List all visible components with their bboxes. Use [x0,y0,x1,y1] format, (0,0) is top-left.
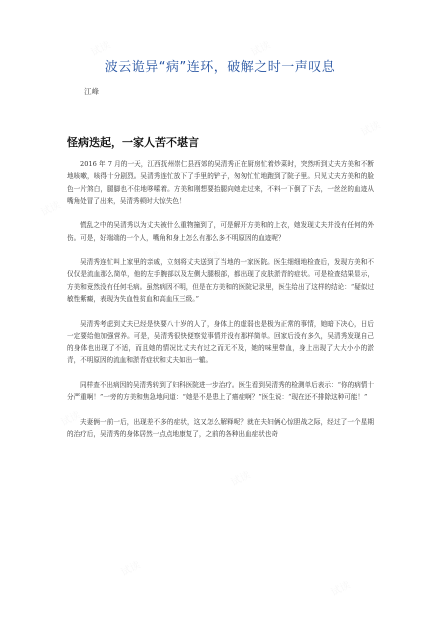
section-heading: 怪病迭起，一家人苦不堪言 [67,136,199,149]
watermark-text [358,116,383,139]
body-paragraph: 2016 年 7 月的一天，江西抚州崇仁县西郊的吴清秀正在厨房忙着炒菜时，突然听到丈夫方美和不断地咳嗽，咳得十分剧烈。吴清秀连忙放下了手里的铲子，匆匆忙忙地跑到了院子里。只见丈夫方美和的脸色一片煞白，腿脚也不住地哆嗦着。方美和刚想要抬腿向她走过来，不料一下倒了下去，一丝丝的血迹从嘴角处冒了出来，吴清秀顿时大惊失色！ [67,160,374,205]
watermark-text [228,466,253,489]
article-author: 江峰 [84,87,99,96]
body-paragraph: 吴清秀连忙叫上家里的亲戚，立刻将丈夫送到了当地的一家医院。医生细细地检查后，发现方美和不仅仅是流血那么简单，他的左手腕部以及左侧大腿根部，都出现了皮肤淤青的症状。可是检查结果显示，方美和竟然没有任何毛病。虽然病因不明，但是在方美和的医院记录里，医生给出了这样的结论：“疑似过敏性紫癜，表现为失血性贫血和高血压三级。” [67,258,374,304]
body-paragraph: 同样查不出病因的吴清秀转到了妇科医院进一步治疗。医生看到吴清秀的检测单后表示：“你的病情十分严重啊！”一旁的方美和焦急地问道：“她是不是患上了癌症啊？”医生说：“现在还不排除这种可能！” [67,380,374,402]
body-paragraph: 慌乱之中的吴清秀以为丈夫被什么重物撞到了，可是解开方美和的上衣，她发现丈夫并没有任何的外伤。可是，好端端的一个人，嘴角和身上怎么有那么多不明原因的血迹呢？ [67,221,374,242]
article-title: 波云诡异“病”连环，破解之时一声叹息 [104,60,336,75]
watermark-text [118,556,143,579]
body-paragraph: 吴清秀考虑到丈夫已经是快要八十岁的人了，身体上的虚弱也是极为正常的事情，她暗下决心，日后一定要给他加强营养。可是，吴清秀很快便察觉事情并没有那样简单。回家后没有多久，吴清秀发现自己的身体也出现了不适，而且她的情况比丈夫有过之而无不及，她的味里带血，身上出现了大大小小的淤青，不明原因的流血和淤青症状和丈夫如出一辙。 [67,319,374,365]
watermark-text [328,576,353,599]
body-paragraph: 夫妻俩一前一后，出现差不多的症状，这又怎么解释呢？就在夫妇俩心惊胆战之际，经过了一个星期的治疗后，吴清秀的身体居然一点点地康复了，之前的各种出血症状也奇 [67,417,374,438]
article-body [67,158,374,452]
watermark-text [38,196,63,219]
